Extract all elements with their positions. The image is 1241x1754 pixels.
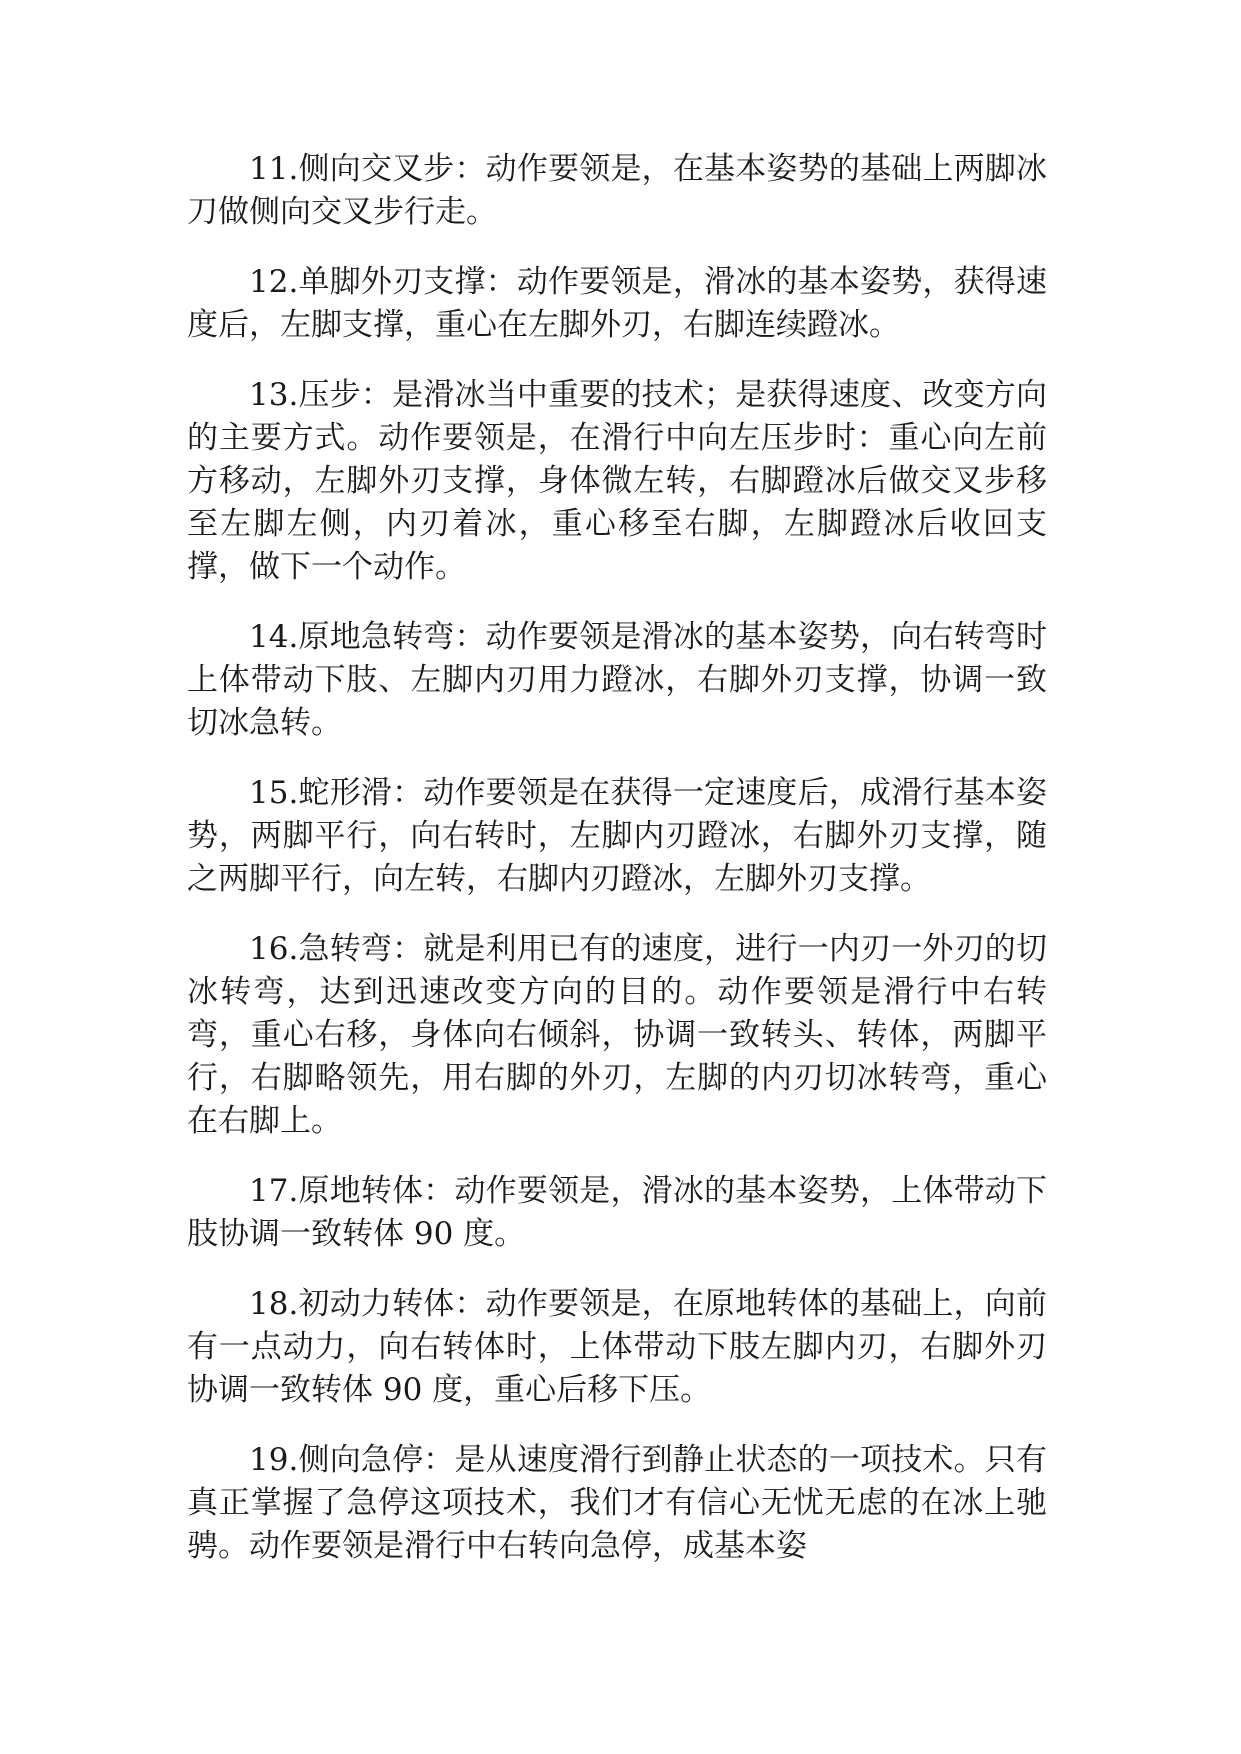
paragraph-19: 19.侧向急停：是从速度滑行到静止状态的一项技术。只有真正掌握了急停这项技术，我们才有信心无忧无虑的在冰上驰骋。动作要领是滑行中右转向急停，成基本姿 [187,1442,1047,1564]
paragraph-17: 17.原地转体：动作要领是，滑冰的基本姿势，上体带动下肢协调一致转体 90 度。 [187,1173,1047,1252]
paragraph-18: 18.初动力转体：动作要领是，在原地转体的基础上，向前有一点动力，向右转体时，上体带动下肢左脚内刃，右脚外刃协调一致转体 90 度，重心后移下压。 [187,1286,1047,1408]
paragraph-16: 16.急转弯：就是利用已有的速度，进行一内刃一外刃的切冰转弯，达到迅速改变方向的目的。动作要领是滑行中右转弯，重心右移，身体向右倾斜，协调一致转头、转体，两脚平行，右脚略领先，用右脚的外刃，左脚的内刃切冰转弯，重心在右脚上。 [187,931,1047,1139]
paragraph-11: 11.侧向交叉步：动作要领是，在基本姿势的基础上两脚冰刀做侧向交叉步行走。 [187,151,1047,230]
paragraph-14: 14.原地急转弯：动作要领是滑冰的基本姿势，向右转弯时上体带动下肢、左脚内刃用力蹬冰，右脚外刃支撑，协调一致切冰急转。 [187,619,1047,741]
document-body [187,148,1047,1595]
paragraph-13: 13.压步：是滑冰当中重要的技术；是获得速度、改变方向的主要方式。动作要领是，在滑行中向左压步时：重心向左前方移动，左脚外刃支撑，身体微左转，右脚蹬冰后做交叉步移至左脚左侧，内刃着冰，重心移至右脚，左脚蹬冰后收回支撑，做下一个动作。 [187,377,1047,585]
paragraph-12: 12.单脚外刃支撑：动作要领是，滑冰的基本姿势，获得速度后，左脚支撑，重心在左脚外刃，右脚连续蹬冰。 [187,264,1047,343]
paragraph-15: 15.蛇形滑：动作要领是在获得一定速度后，成滑行基本姿势，两脚平行，向右转时，左脚内刃蹬冰，右脚外刃支撑，随之两脚平行，向左转，右脚内刃蹬冰，左脚外刃支撑。 [187,775,1047,897]
